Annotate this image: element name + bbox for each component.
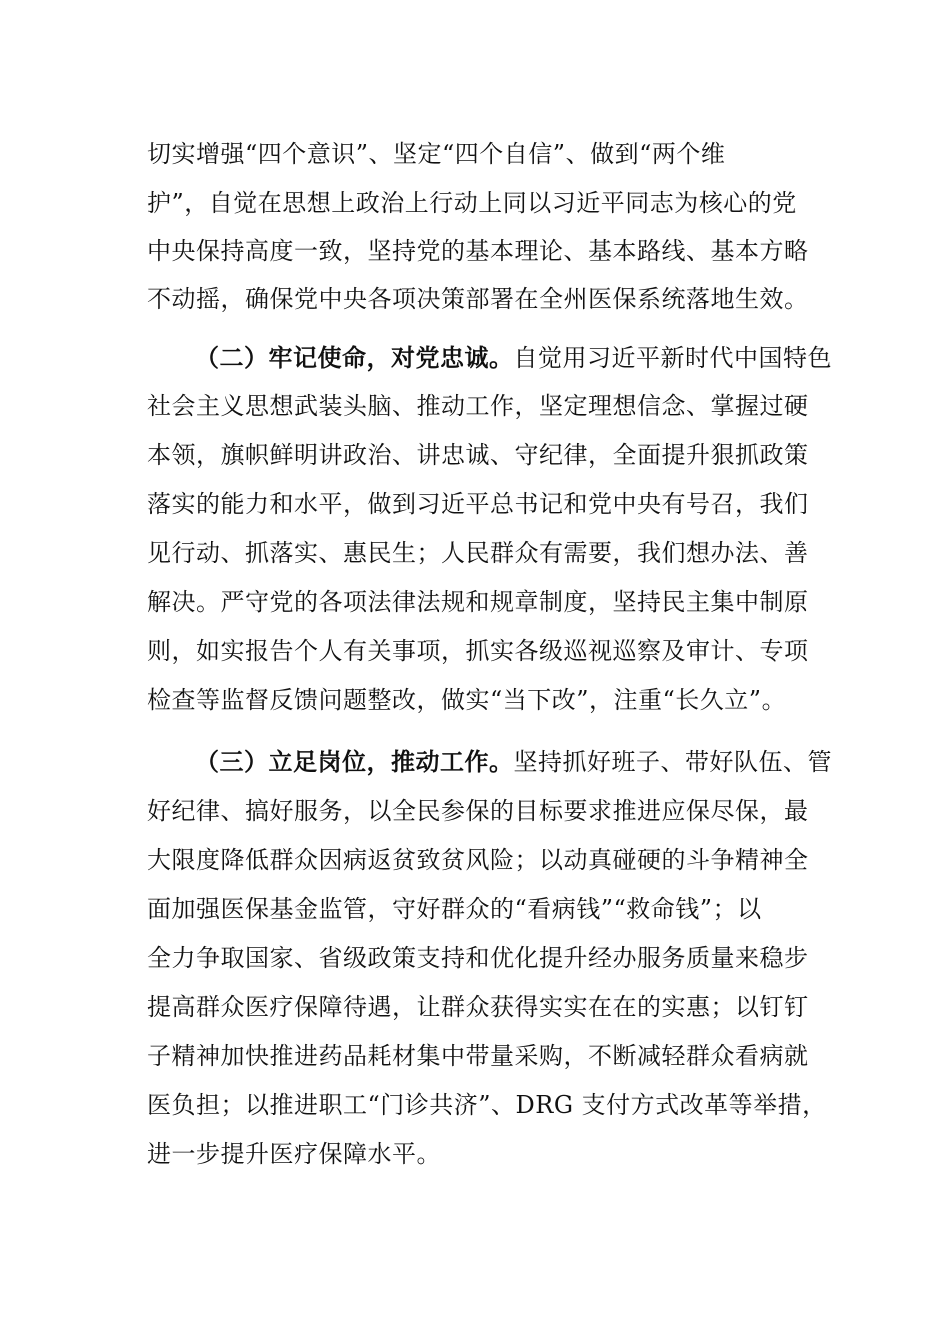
paragraph-3-line-9: 进一步提升医疗保障水平。 [147, 1140, 441, 1168]
paragraph-1-line-4: 不动摇，确保党中央各项决策部署在全州医保系统落地生效。 [147, 285, 809, 313]
paragraph-2-heading: （二）牢记使命，对党忠诚。 [195, 344, 514, 372]
paragraph-1-line-2: 护”，自觉在思想上政治上行动上同以习近平同志为核心的党 [147, 189, 797, 217]
paragraph-2-line-1 [195, 343, 875, 373]
paragraph-3-line-5: 全力争取国家、省级政策支持和优化提升经办服务质量来稳步 [147, 944, 809, 972]
paragraph-2-line-6: 解决。严守党的各项法律法规和规章制度，坚持民主集中制原 [147, 588, 809, 616]
paragraph-2-line-7: 则，如实报告个人有关事项，抓实各级巡视巡察及审计、专项 [147, 637, 809, 665]
paragraph-3-line-4: 面加强医保基金监管，守好群众的“看病钱”“救命钱”；以 [147, 895, 762, 923]
paragraph-3-line-2: 好纪律、搞好服务，以全民参保的目标要求推进应保尽保，最 [147, 797, 809, 825]
paragraph-1-line-3: 中央保持高度一致，坚持党的基本理论、基本路线、基本方略 [147, 237, 809, 265]
paragraph-3-heading: （三）立足岗位，推动工作。 [195, 748, 514, 776]
paragraph-3-first-line-text: 坚持抓好班子、带好队伍、管 [513, 748, 832, 776]
paragraph-2-first-line-text: 自觉用习近平新时代中国特色 [513, 344, 832, 372]
paragraph-3-line-3: 大限度降低群众因病返贫致贫风险；以动真碰硬的斗争精神全 [147, 846, 809, 874]
paragraph-2-line-3: 本领，旗帜鲜明讲政治、讲忠诚、守纪律，全面提升狠抓政策 [147, 441, 809, 469]
paragraph-2-line-8: 检查等监督反馈问题整改，做实“当下改”，注重“长久立”。 [147, 686, 787, 714]
paragraph-2-line-5: 见行动、抓落实、惠民生；人民群众有需要，我们想办法、善 [147, 539, 809, 567]
paragraph-2-line-4: 落实的能力和水平，做到习近平总书记和党中央有号召，我们 [147, 490, 809, 518]
paragraph-1-line-1: 切实增强“四个意识”、坚定“四个自信”、做到“两个维 [147, 140, 726, 168]
paragraph-3-line-7: 子精神加快推进药品耗材集中带量采购，不断减轻群众看病就 [147, 1042, 809, 1070]
paragraph-3-line-6: 提高群众医疗保障待遇，让群众获得实实在在的实惠；以钉钉 [147, 993, 809, 1021]
paragraph-2-line-2: 社会主义思想武装头脑、推动工作，坚定理想信念、掌握过硬 [147, 392, 809, 420]
paragraph-3-line-1 [195, 747, 875, 777]
paragraph-3-line-8: 医负担；以推进职工“门诊共济”、DRG 支付方式改革等举措， [147, 1091, 827, 1119]
